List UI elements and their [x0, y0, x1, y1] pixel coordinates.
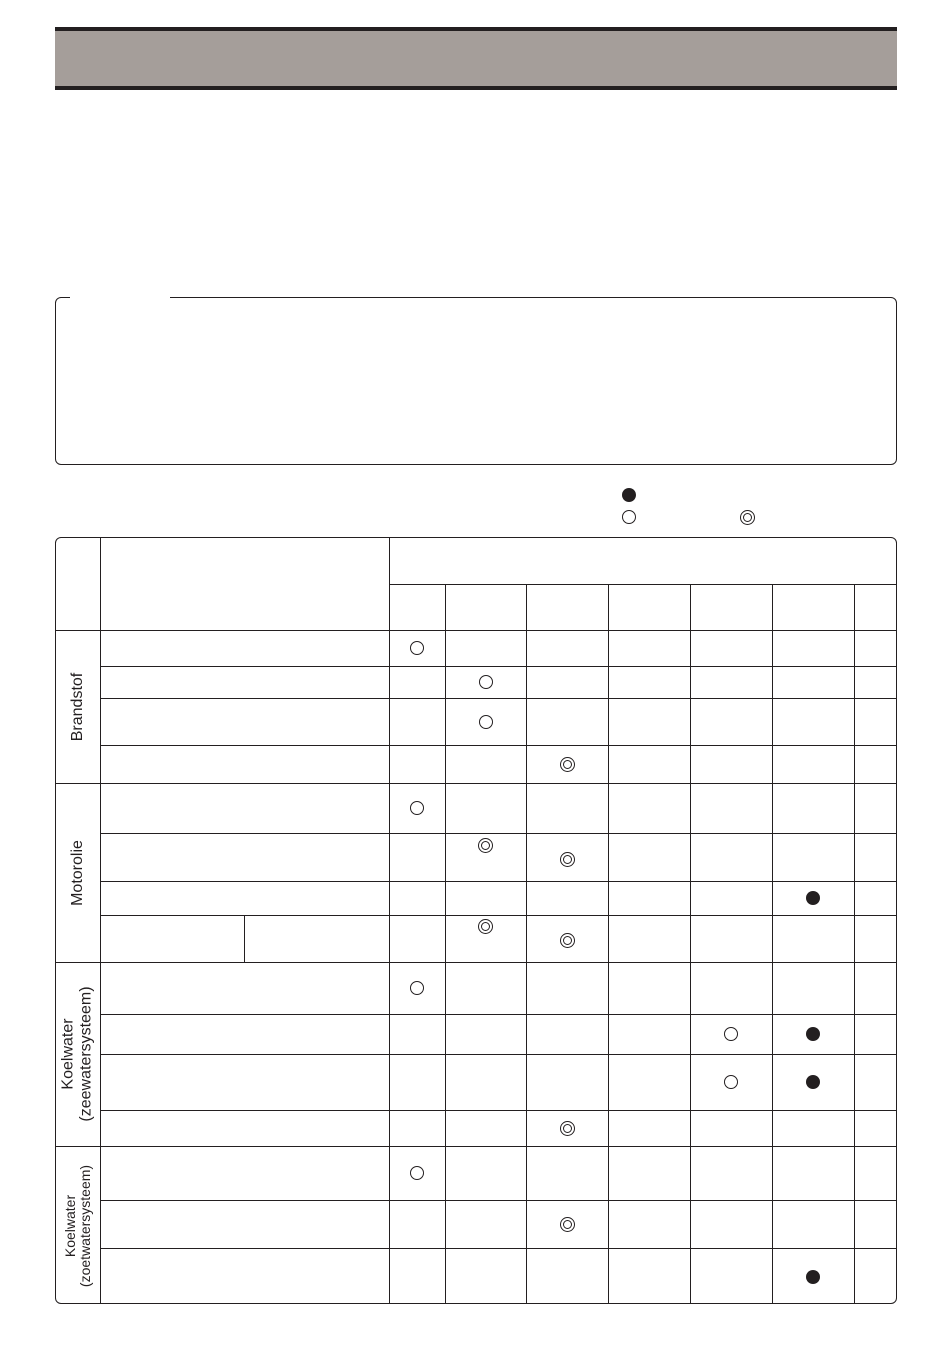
row-line [100, 915, 897, 916]
group-label-text: Motorolie [69, 839, 86, 906]
filled-circle-icon [806, 891, 820, 905]
maintenance-table [55, 537, 897, 1304]
double-circle-icon [560, 852, 575, 867]
row-line [100, 666, 897, 667]
legend-black-symbol [622, 488, 636, 502]
legend-double-symbol [740, 510, 755, 525]
open-circle-icon [479, 675, 493, 689]
open-circle-icon [410, 641, 424, 655]
double-circle-icon [560, 1121, 575, 1136]
double-circle-icon [560, 933, 575, 948]
row-line [100, 1014, 897, 1015]
filled-circle-icon [806, 1075, 820, 1089]
open-circle-icon [410, 1166, 424, 1180]
double-circle-icon [740, 510, 755, 525]
open-circle-icon [479, 715, 493, 729]
col-line [100, 538, 101, 1304]
group-label-koelwater-zoet [56, 1146, 100, 1304]
note-box-title-gap [70, 295, 170, 301]
group-label-motorolie [56, 783, 100, 962]
group-line [56, 962, 897, 963]
row-line [100, 1248, 897, 1249]
col-line [526, 584, 527, 1304]
open-circle-icon [410, 981, 424, 995]
group-label-text: Brandstof [69, 672, 87, 741]
group-label-koelwater-zee [56, 962, 100, 1146]
col-line [608, 584, 609, 1304]
col-line [690, 584, 691, 1304]
col-line [854, 584, 855, 1304]
filled-circle-icon [622, 488, 636, 502]
row-line [100, 745, 897, 746]
open-circle-icon [410, 801, 424, 815]
group-label-text: Koelwater (zeewatersysteem) [60, 986, 95, 1122]
row-line [100, 698, 897, 699]
group-line [56, 783, 897, 784]
header-divider [389, 584, 897, 585]
note-box [55, 297, 897, 465]
legend-open-symbol [622, 510, 636, 524]
group-label-brandstof [56, 630, 100, 783]
col-line [772, 584, 773, 1304]
row-line [100, 1200, 897, 1201]
row-line [100, 1110, 897, 1111]
row-line [56, 630, 897, 631]
filled-circle-icon [806, 1270, 820, 1284]
open-circle-icon [724, 1027, 738, 1041]
double-circle-icon [560, 1217, 575, 1232]
group-label-text: Koelwater (zoetwatersysteem) [62, 1164, 93, 1287]
sub-col-line [244, 915, 245, 962]
double-circle-icon [478, 838, 493, 853]
row-line [100, 881, 897, 882]
col-line [445, 584, 446, 1304]
open-circle-icon [622, 510, 636, 524]
row-line [100, 1054, 897, 1055]
double-circle-icon [560, 757, 575, 772]
open-circle-icon [724, 1075, 738, 1089]
group-line [56, 1146, 897, 1147]
col-line [389, 538, 390, 1304]
double-circle-icon [478, 919, 493, 934]
filled-circle-icon [806, 1027, 820, 1041]
row-line [100, 833, 897, 834]
header-bar [55, 27, 897, 90]
